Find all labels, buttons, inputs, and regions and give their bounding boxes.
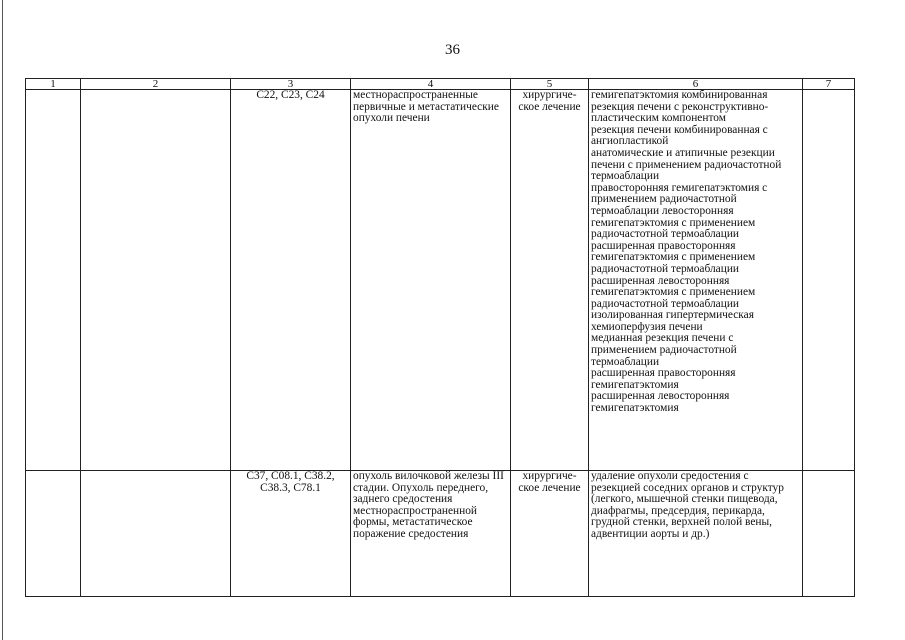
column-number: 1 <box>26 79 81 90</box>
column-number: 4 <box>351 79 511 90</box>
table-row <box>26 471 855 597</box>
method-item: расширенная правосторонняя гемигепатэктомия <box>591 367 736 391</box>
method-item: расширенная правосторонняя гемигепатэктомия с применением радиочастотной термоаблации <box>591 239 756 275</box>
column-number: 3 <box>231 79 351 90</box>
page-number: 36 <box>445 42 460 58</box>
method-item: гемигепатэктомия комбинированная <box>591 89 768 101</box>
cell-col2 <box>81 90 231 471</box>
method-item: расширенная левосторонняя гемигепатэктомия <box>591 390 730 415</box>
page-edge-line <box>2 0 3 640</box>
column-number-row <box>26 79 855 90</box>
cell-col7 <box>803 90 855 471</box>
icd-codes-cell: C22, C23, C24 <box>231 90 351 471</box>
method-item: резекция печени с реконструктивно-пластическим компонентом <box>591 100 769 125</box>
method-item: изолированная гипертермическая хемиоперфузия печени <box>591 309 754 333</box>
column-number: 7 <box>803 79 855 90</box>
cell-col7 <box>803 471 855 597</box>
method-item: медианная резекция печени с применением радиочастотной термоаблации <box>591 332 737 368</box>
methods-cell <box>589 471 803 597</box>
method-item: правосторонняя гемигепатэктомия с применением радиочастотной термоаблации левосторонняя гемигепатэктомия с применением радиочастотной термоаблации <box>591 181 768 241</box>
methods-cell <box>589 90 803 471</box>
table-row <box>26 90 855 471</box>
cell-col2 <box>81 471 231 597</box>
method-item: расширенная левосторонняя гемигепатэктомия с применением радиочастотной термоаблации <box>591 274 756 310</box>
column-number: 6 <box>589 79 803 90</box>
method-item: анатомические и атипичные резекции печени с применением радиочастотной термоаблации <box>591 146 782 183</box>
treatment-type-cell: хирургиче-ское лечение <box>511 471 589 597</box>
icd-codes-cell: C37, C08.1, C38.2, C38.3, C78.1 <box>231 471 351 597</box>
medical-care-table <box>25 78 855 597</box>
method-item: удаление опухоли средостения с резекцией соседних органов и структур (легкого, мышечной стенки пищевода, диафрагмы, предсердия, перикарда, грудной стенки, верхней полой вены, адвентиции аорты и др.) <box>591 470 784 540</box>
method-item: резекция печени комбинированная с ангиопластикой <box>591 123 768 148</box>
treatment-type-cell: хирургиче-ское лечение <box>511 90 589 471</box>
diagnosis-cell: местнораспространенные первичные и метастатические опухоли печени <box>351 90 511 471</box>
column-number: 5 <box>511 79 589 90</box>
cell-col1 <box>26 90 81 471</box>
diagnosis-cell: опухоль вилочковой железы III стадии. Опухоль переднего, заднего средостения местнораспространенной формы, метастатическое поражение средостения <box>351 471 511 597</box>
column-number: 2 <box>81 79 231 90</box>
cell-col1 <box>26 471 81 597</box>
